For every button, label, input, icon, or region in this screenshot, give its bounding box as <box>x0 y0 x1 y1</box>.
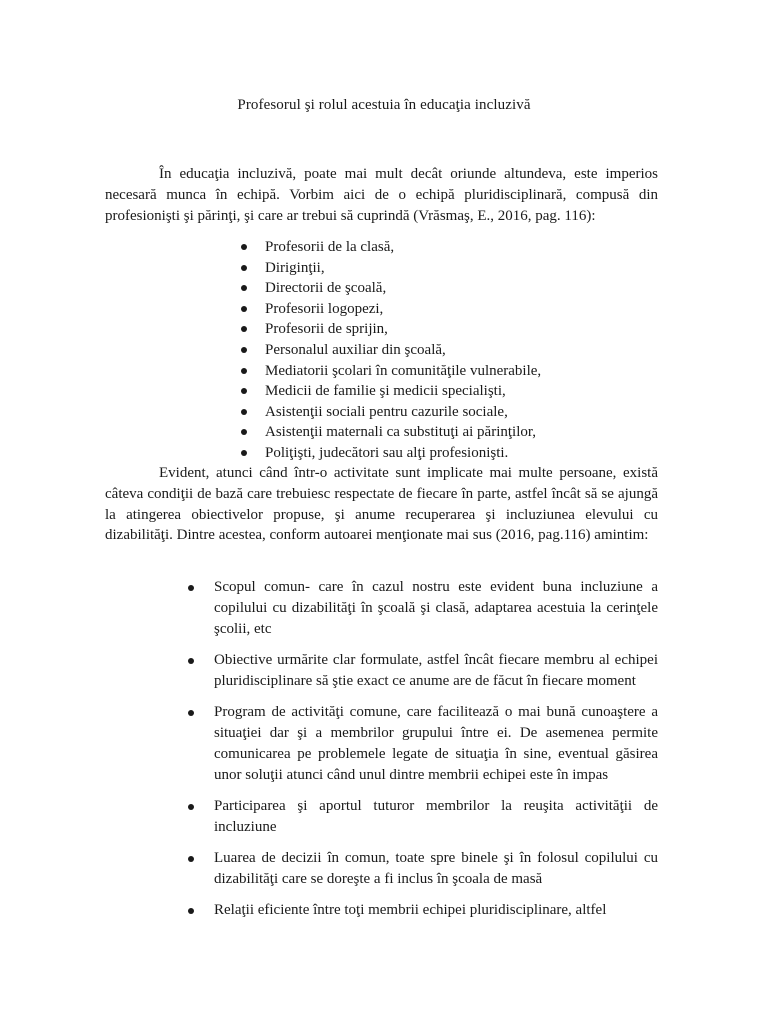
list-item-text: Directorii de şcoală, <box>265 280 387 297</box>
list-item <box>241 319 541 340</box>
list-item <box>188 796 658 838</box>
list-item <box>188 848 658 890</box>
conditions-paragraph <box>105 463 658 546</box>
intro-paragraph <box>105 164 658 226</box>
list-item <box>241 402 541 423</box>
list-item <box>188 702 658 786</box>
bullet-icon <box>188 585 194 591</box>
bullet-icon <box>241 388 247 394</box>
list-item <box>241 299 541 320</box>
bullet-icon <box>241 409 247 415</box>
list-item <box>188 650 658 692</box>
bullet-icon <box>188 804 194 810</box>
list-item-text: Profesorii de la clasă, <box>265 239 395 255</box>
list-item <box>241 237 541 258</box>
bullet-icon <box>188 710 194 716</box>
list-item-text: Asistenţii maternali ca substituţi ai părinţilor, <box>265 424 537 441</box>
list-item <box>241 340 541 361</box>
bullet-icon <box>241 244 247 250</box>
list-item <box>188 900 658 921</box>
bullet-icon <box>241 368 247 374</box>
bullet-icon <box>241 326 247 332</box>
bullet-icon <box>241 285 247 291</box>
list-item-text: Diriginţii, <box>265 259 325 276</box>
conditions-list <box>188 577 658 921</box>
bullet-icon <box>188 658 194 664</box>
bullet-icon <box>241 306 247 312</box>
list-item <box>188 577 658 640</box>
bullet-icon <box>188 856 194 862</box>
list-item <box>241 361 541 382</box>
bullet-icon <box>241 450 247 456</box>
list-item-text: Profesorii de sprijin, <box>265 321 388 338</box>
list-item-text: Mediatorii şcolari în comunităţile vulnerabile, <box>265 362 542 379</box>
list-item <box>241 381 541 402</box>
bullet-icon <box>241 429 247 435</box>
conditions-paragraph-text: Evident, atunci când într-o activitate sunt implicate mai multe persoane, există câteva condiţii de bază care trebuiesc respectate de fiecare în parte, astfel încât să se ajungă la atingerea obiectivelor propuse, şi anume recuperarea şi incluziunea elevului cu dizabilităţi. Dintre acestea, conform autoarei menţionate mai sus (2016, pag.116) amintim: <box>105 465 658 544</box>
list-item <box>241 443 541 464</box>
list-item-text: Participarea şi aportul tuturor membrilor la reuşita activităţii de incluziune <box>214 798 658 835</box>
list-item-text: Obiective urmărite clar formulate, astfel încât fiecare membru al echipei pluridisciplinare să ştie exact ce anume are de făcut în fiecare moment <box>214 652 658 689</box>
list-item-text: Program de activităţi comune, care facilitează o mai bună cunoaştere a situaţiei dar şi a membrilor grupului între ei. De asemenea permite comunicarea pe problemele legate de situaţia în sine, eventual găsirea unor soluţii atunci când unul dintre membrii echipei este în impas <box>214 704 658 783</box>
bullet-icon <box>241 265 247 271</box>
list-item <box>241 278 541 299</box>
document-title: Profesorul şi rolul acestuia în educaţia incluzivă <box>237 97 531 113</box>
list-item <box>241 422 541 443</box>
team-members-list <box>241 237 541 464</box>
bullet-icon <box>241 347 247 353</box>
list-item-text: Poliţişti, judecători sau alţi profesionişti. <box>265 444 509 461</box>
list-item-text: Scopul comun- care în cazul nostru este evident buna incluziune a copilului cu dizabilităţi în şcoală şi clasă, adaptarea acestuia la cerinţele şcolii, etc <box>214 579 658 637</box>
intro-paragraph-text: În educaţia incluzivă, poate mai mult decât oriunde altundeva, este imperios necesară munca în echipă. Vorbim aici de o echipă pluridisciplinară, compusă din profesionişti şi părinţi, şi care ar trebui să cuprindă (Vrăsmaş, E., 2016, pag. 116): <box>105 166 658 224</box>
list-item-text: Relaţii eficiente între toţi membrii echipei pluridisciplinare, altfel <box>214 902 607 918</box>
list-item-text: Luarea de decizii în comun, toate spre binele şi în folosul copilului cu dizabilităţi care se doreşte a fi inclus în şcoala de masă <box>214 850 658 887</box>
bullet-icon <box>188 908 194 914</box>
list-item-text: Profesorii logopezi, <box>265 300 384 317</box>
list-item <box>241 258 541 279</box>
list-item-text: Personalul auxiliar din şcoală, <box>265 341 446 358</box>
list-item-text: Medicii de familie şi medicii specialişti, <box>265 383 506 400</box>
list-item-text: Asistenţii sociali pentru cazurile sociale, <box>265 403 508 420</box>
